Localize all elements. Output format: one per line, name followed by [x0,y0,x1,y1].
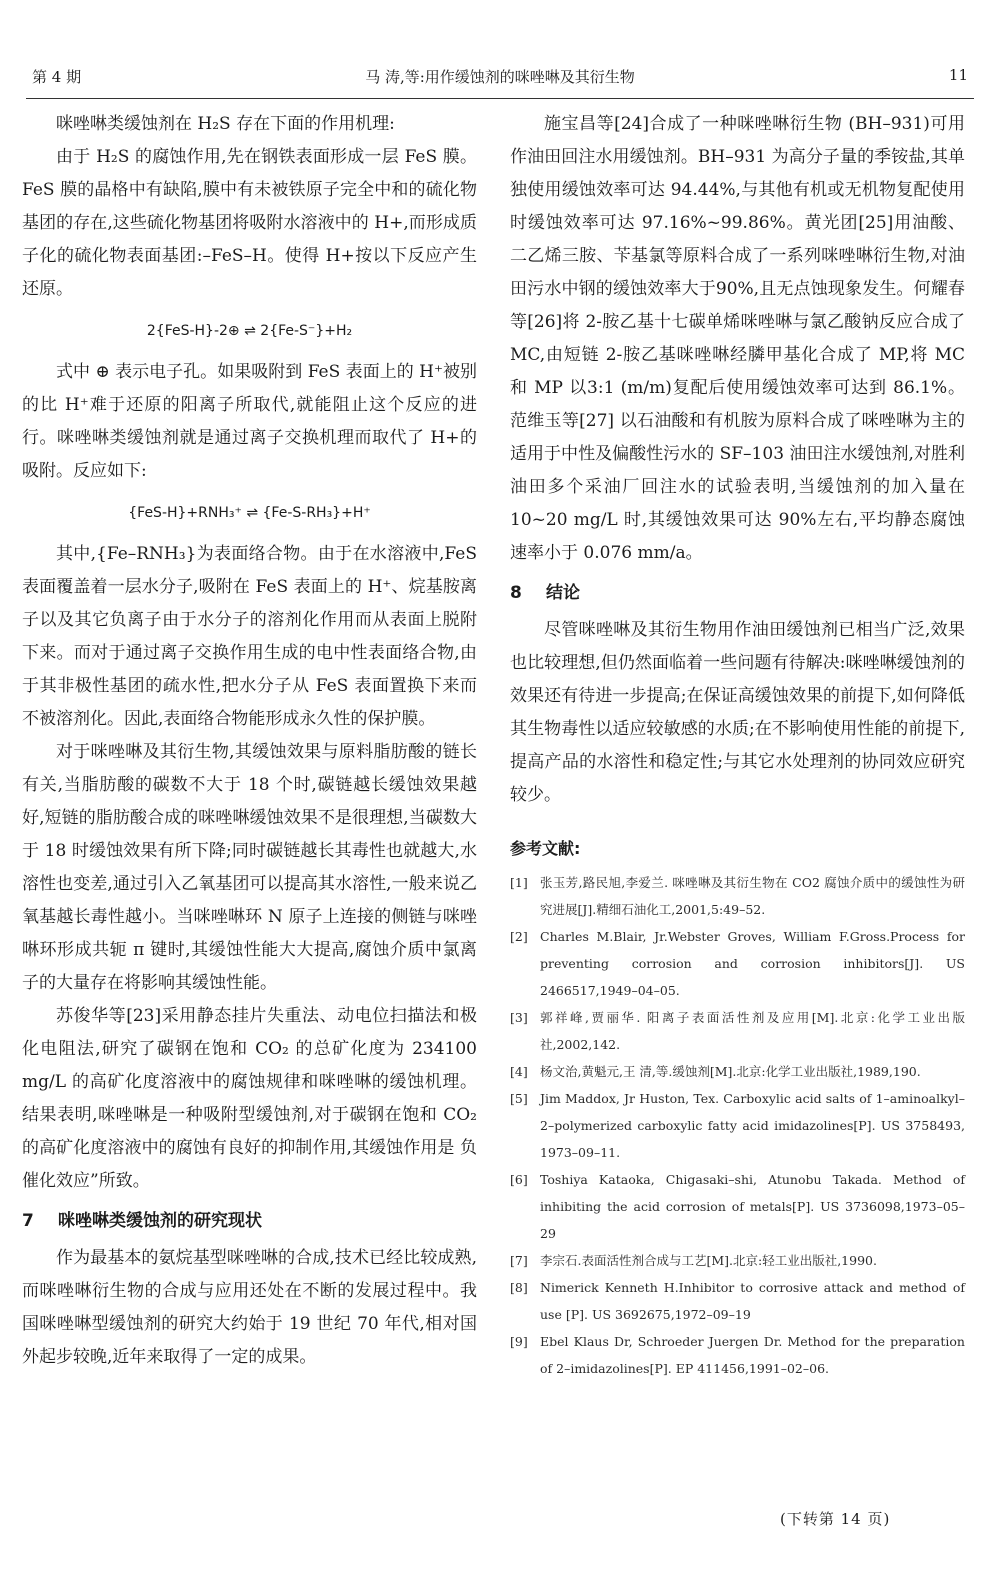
section-heading-7 [22,1204,477,1238]
reference-text: 李宗石.表面活性剂合成与工艺[M].北京:轻工业出版社,1990. [540,1253,877,1268]
reference-text: 郭祥峰,贾丽华. 阳离子表面活性剂及应用[M].北京:化学工业出版社,2002,142. [540,1010,965,1052]
reference-text: Jim Maddox, Jr Huston, Tex. Carboxylic acid salts of 1–aminoalkyl–2–polymerized carboxylic fatty acid imidazolines[P]. US 3758493, 1973–09–11. [540,1091,965,1160]
equation-2: {FeS-H}+RNH₃⁺ ⇌ {Fe-S-RH₃}+H⁺ [128,505,371,521]
reference-item [510,1328,965,1382]
paragraph: 由于 H₂S 的腐蚀作用,先在钢铁表面形成一层 FeS 膜。FeS 膜的晶格中有缺陷,膜中有未被铁原子完全中和的硫化物基团的存在,这些硫化物基团将吸附水溶液中的 H+,而形成质子化的硫化物表面基团:–FeS–H。使得 H+按以下反应产生还原。 [22,147,477,299]
paragraph: 施宝昌等[24]合成了一种咪唑啉衍生物 (BH–931)可用作油田回注水用缓蚀剂。BH–931 为高分子量的季铵盐,其单独使用缓蚀效率可达 94.44%,与其他有机或无机物复配使用时缓蚀效率可达 97.16%~99.86%。黄光团[25]用油酸、二乙烯三胺、苄基氯等原料合成了一系列咪唑啉衍生物,对油田污水中钢的缓蚀效率大于90%,且无点蚀现象发生。何耀春等[26]将 2-胺乙基十七碳单烯咪唑啉与氯乙酸钠反应合成了 MC,由短链 2-胺乙基咪唑啉经膦甲基化合成了 MP,将 MC 和 MP 以3:1 (m/m)复配后使用缓蚀效率可达到 86.1%。范维玉等[27] 以石油酸和有机胺为原料合成了咪唑啉为主的适用于中性及偏酸性污水的 SF–103 油田注水缓蚀剂,对胜利油田多个采油厂回注水的试验表明,当缓蚀剂的加入量在 10~20 mg/L 时,其缓蚀效果可达 90%左右,平均静态腐蚀速率小于 0.076 mm/a。 [510,114,965,563]
reference-text: Toshiya Kataoka, Chigasaki–shi, Atunobu Takada. Method of inhibiting the acid corrosion of metals[P]. US 3736098,1973–05–29 [540,1172,965,1241]
left-column [22,108,477,1374]
references-title: 参考文献: [510,839,581,858]
reference-item [510,1085,965,1166]
running-title: 马 涛,等:用作缓蚀剂的咪唑啉及其衍生物 [365,68,635,86]
paragraph: 作为最基本的氨烷基型咪唑啉的合成,技术已经比较成熟,而咪唑啉衍生物的合成与应用还处在不断的发展过程中。我国咪唑啉型缓蚀剂的研究大约始于 19 世纪 70 年代,相对国外起步较晚,近年来取得了一定的成果。 [22,1248,477,1367]
reference-item [510,1004,965,1058]
paragraph: 对于咪唑啉及其衍生物,其缓蚀效果与原料脂肪酸的链长有关,当脂肪酸的碳数不大于 18 个时,碳链越长缓蚀效果越好,短链的脂肪酸合成的咪唑啉缓蚀效果不是很理想,当碳数大于 18 时缓蚀效果有所下降;同时碳链越长其毒性也就越大,水溶性也变差,通过引入乙氧基团可以提高其水溶性,一般来说乙氧基越长毒性越小。当咪唑啉环 N 原子上连接的侧链与咪唑啉环形成共轭 π 键时,其缓蚀性能大大提高,腐蚀介质中氯离子的大量存在将影响其缓蚀性能。 [22,742,477,993]
reference-item [510,1058,965,1085]
reference-text: Nimerick Kenneth H.Inhibitor to corrosive attack and method of use [P]. US 3692675,1972–09–19 [540,1280,965,1322]
reference-number: [3] [510,1010,528,1025]
reference-number: [7] [510,1253,528,1268]
equation-1: 2{FeS-H}-2⊕ ⇌ 2{Fe-S⁻}+H₂ [146,323,353,339]
section-number: 8 [510,583,522,603]
reference-item [510,1166,965,1247]
reference-list [510,869,965,1382]
reference-text: Charles M.Blair, Jr.Webster Groves, William F.Gross.Process for preventing corrosion and corrosion inhibitors[J]. US 2466517,1949–04–05. [540,929,965,998]
right-column [510,108,965,1382]
paragraph: 咪唑啉类缓蚀剂在 H₂S 存在下面的作用机理: [56,114,395,134]
reference-item [510,869,965,923]
paragraph: 尽管咪唑啉及其衍生物用作油田缓蚀剂已相当广泛,效果也比较理想,但仍然面临着一些问题有待解决:咪唑啉缓蚀剂的效果还有待进一步提高;在保证高缓蚀效果的前提下,如何降低其生物毒性以适应较敏感的水质;在不影响使用性能的前提下,提高产品的水溶性和稳定性;与其它水处理剂的协同效应研究较少。 [510,620,965,805]
reference-text: 杨文治,黄魁元,王 清,等.缓蚀剂[M].北京:化学工业出版社,1989,190. [540,1064,921,1079]
reference-number: [4] [510,1064,528,1079]
reference-item [510,1274,965,1328]
section-title: 结论 [546,583,580,603]
reference-text: Ebel Klaus Dr, Schroeder Juergen Dr. Method for the preparation of 2–imidazolines[P]. EP 411456,1991–02–06. [540,1334,965,1376]
paragraph: 式中 ⊕ 表示电子孔。如果吸附到 FeS 表面上的 H⁺被别的比 H⁺难于还原的阳离子所取代,就能阻止这个反应的进行。咪唑啉类缓蚀剂就是通过离子交换机理而取代了 H+的吸附。反应如下: [22,362,477,481]
reference-number: [2] [510,929,528,944]
reference-number: [6] [510,1172,528,1187]
reference-item [510,923,965,1004]
section-title: 咪唑啉类缓蚀剂的研究现状 [58,1211,262,1231]
reference-item [510,1247,965,1274]
paragraph: 其中,{Fe–RNH₃}为表面络合物。由于在水溶液中,FeS 表面覆盖着一层水分子,吸附在 FeS 表面上的 H⁺、烷基胺离子以及其它负离子由于水分子的溶剂化作用而从表面上脱附下来。而对于通过离子交换作用生成的电中性表面络合物,由于其非极性基团的疏水性,把水分子从 FeS 表面置换下来而不被溶剂化。因此,表面络合物能形成永久性的保护膜。 [22,544,477,729]
reference-number: [9] [510,1334,528,1349]
continued-note: (下转第 14 页) [780,1510,891,1528]
page-header [26,60,974,99]
reference-number: [8] [510,1280,528,1295]
reference-number: [5] [510,1091,528,1106]
section-number: 7 [22,1211,34,1231]
reference-text: 张玉芳,路民旭,李爱兰. 咪唑啉及其衍生物在 CO2 腐蚀介质中的缓蚀性为研究进展[J].精细石油化工,2001,5:49–52. [540,875,965,917]
issue-label: 第 4 期 [32,68,82,86]
page-number: 11 [948,66,968,84]
paragraph: 苏俊华等[23]采用静态挂片失重法、动电位扫描法和极化电阻法,研究了碳钢在饱和 CO₂ 的总矿化度为 234100 mg/L 的高矿化度溶液中的腐蚀规律和咪唑啉的缓蚀机理。结果表明,咪唑啉是一种吸附型缓蚀剂,对于碳钢在饱和 CO₂ 的高矿化度溶液中的腐蚀有良好的抑制作用,其缓蚀作用是 负催化效应”所致。 [22,1006,477,1191]
section-heading-8 [510,576,965,610]
reference-number: [1] [510,875,528,890]
